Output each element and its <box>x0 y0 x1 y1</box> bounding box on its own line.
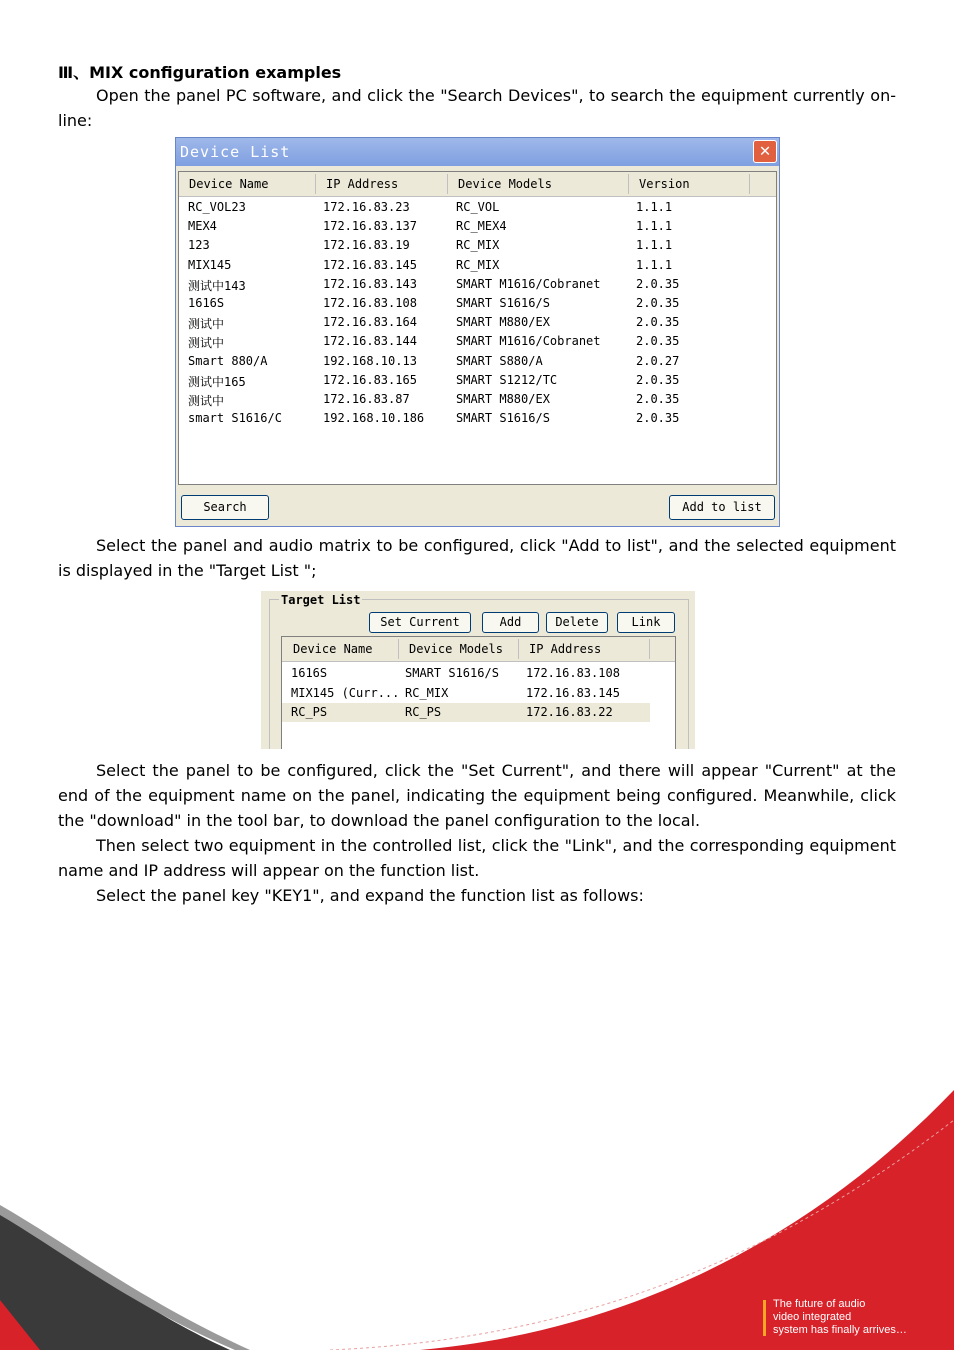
table-cell: SMART M880/EX <box>456 315 550 330</box>
table-cell: SMART M880/EX <box>456 392 550 406</box>
table-cell: 2.0.35 <box>636 372 680 387</box>
paragraph-search-intro: Open the panel PC software, and click the "Search Devices", to search the equipment currently on-line: <box>58 86 896 130</box>
column-ip-address[interactable]: IP Address <box>326 177 399 191</box>
delete-button[interactable]: Delete <box>546 612 608 633</box>
table-cell: RC_MIX <box>456 257 500 272</box>
column-device-models[interactable]: Device Models <box>458 177 552 191</box>
table-cell: 测试中143 <box>188 278 246 293</box>
table-cell: 1.1.1 <box>636 238 673 253</box>
table-cell: 192.168.10.13 <box>323 353 417 368</box>
table-cell: 测试中 <box>188 394 225 408</box>
column-device-models[interactable]: Device Models <box>409 642 503 656</box>
table-cell: RC_MIX <box>456 238 500 253</box>
table-cell: 2.0.35 <box>636 315 680 330</box>
table-cell: SMART S1212/TC <box>456 372 558 387</box>
table-cell: 2.0.35 <box>636 276 680 291</box>
table-cell: 172.16.83.145 <box>526 685 620 700</box>
table-cell: 172.16.83.19 <box>323 238 410 253</box>
column-device-name[interactable]: Device Name <box>189 177 269 191</box>
table-cell: 2.0.35 <box>636 296 680 310</box>
table-cell: 172.16.83.23 <box>323 200 410 214</box>
link-button[interactable]: Link <box>617 612 675 633</box>
table-cell: RC_PS <box>291 705 328 719</box>
table-cell: 1.1.1 <box>636 257 673 272</box>
table-cell: 172.16.83.165 <box>323 372 417 387</box>
table-cell: 测试中 <box>188 336 225 351</box>
table-cell: 1616S <box>188 296 225 310</box>
table-cell: 2.0.35 <box>636 392 680 406</box>
table-cell: SMART S1616/S <box>405 666 499 680</box>
footer-tagline: The future of audio video integrated system has finally arrives… <box>773 1298 907 1336</box>
table-cell: RC_MEX4 <box>456 219 507 234</box>
paragraph-link: Then select two equipment in the controlled list, click the "Link", and the corresponding equipment name and IP address will appear on the function list. <box>58 836 896 880</box>
table-cell: RC_VOL23 <box>188 200 246 214</box>
paragraph-set-current: Select the panel to be configured, click the "Set Current", and there will appear "Current" at the end of the equipment name on the panel, indicating the equipment being configured. Meanwhile, click the "download" in the tool bar, to download the panel configuration to the local. <box>58 761 896 830</box>
footer-accent-bar <box>763 1300 766 1336</box>
table-cell: 1616S <box>291 666 328 680</box>
column-version[interactable]: Version <box>639 177 690 191</box>
table-cell: 172.16.83.144 <box>323 334 417 349</box>
table-cell: smart S1616/C <box>188 411 282 426</box>
table-cell: 测试中 <box>188 317 225 332</box>
table-cell: RC_MIX <box>405 685 449 700</box>
table-cell: 172.16.83.108 <box>323 296 417 310</box>
device-list-title: Device List <box>180 143 291 161</box>
table-cell: 172.16.83.87 <box>323 392 410 406</box>
table-cell: 172.16.83.108 <box>526 666 620 680</box>
table-cell: Smart 880/A <box>188 353 268 368</box>
table-cell: RC_VOL <box>456 200 500 214</box>
table-cell: 172.16.83.143 <box>323 276 417 291</box>
search-button[interactable]: Search <box>181 495 269 520</box>
paragraph-function-list: Select the panel key "KEY1", and expand the function list as follows: <box>96 886 644 905</box>
table-cell: 192.168.10.186 <box>323 411 425 426</box>
table-cell: SMART S1616/S <box>456 296 550 310</box>
table-cell: 2.0.35 <box>636 411 680 426</box>
table-cell: MIX145 (Curr... <box>291 685 400 700</box>
table-cell: SMART M1616/Cobranet <box>456 276 601 291</box>
table-cell: MIX145 <box>188 257 232 272</box>
close-icon[interactable]: ✕ <box>753 140 777 163</box>
table-cell: 172.16.83.164 <box>323 315 417 330</box>
table-cell: 172.16.83.145 <box>323 257 417 272</box>
table-cell: SMART S880/A <box>456 353 543 368</box>
add-button[interactable]: Add <box>482 612 539 633</box>
set-current-button[interactable]: Set Current <box>369 612 471 633</box>
table-cell: 172.16.83.137 <box>323 219 417 234</box>
section-heading: Ⅲ、MIX configuration examples <box>58 63 342 82</box>
table-cell: 123 <box>188 238 210 253</box>
table-cell: RC_PS <box>405 705 442 719</box>
table-cell: 2.0.35 <box>636 334 680 349</box>
add-to-list-button[interactable]: Add to list <box>669 495 775 520</box>
column-ip-address[interactable]: IP Address <box>529 642 602 656</box>
table-cell: 1.1.1 <box>636 219 673 234</box>
target-list-title: Target List <box>281 593 361 607</box>
table-cell: SMART S1616/S <box>456 411 550 426</box>
table-cell: 2.0.27 <box>636 353 680 368</box>
table-cell: MEX4 <box>188 219 217 234</box>
table-cell: 172.16.83.22 <box>526 705 613 719</box>
table-cell: SMART M1616/Cobranet <box>456 334 601 349</box>
table-cell: 测试中165 <box>188 374 246 389</box>
paragraph-add-to-list: Select the panel and audio matrix to be configured, click "Add to list", and the selected equipment is displayed in the "Target List "; <box>58 536 896 580</box>
table-cell: 1.1.1 <box>636 200 673 214</box>
column-device-name[interactable]: Device Name <box>293 642 373 656</box>
